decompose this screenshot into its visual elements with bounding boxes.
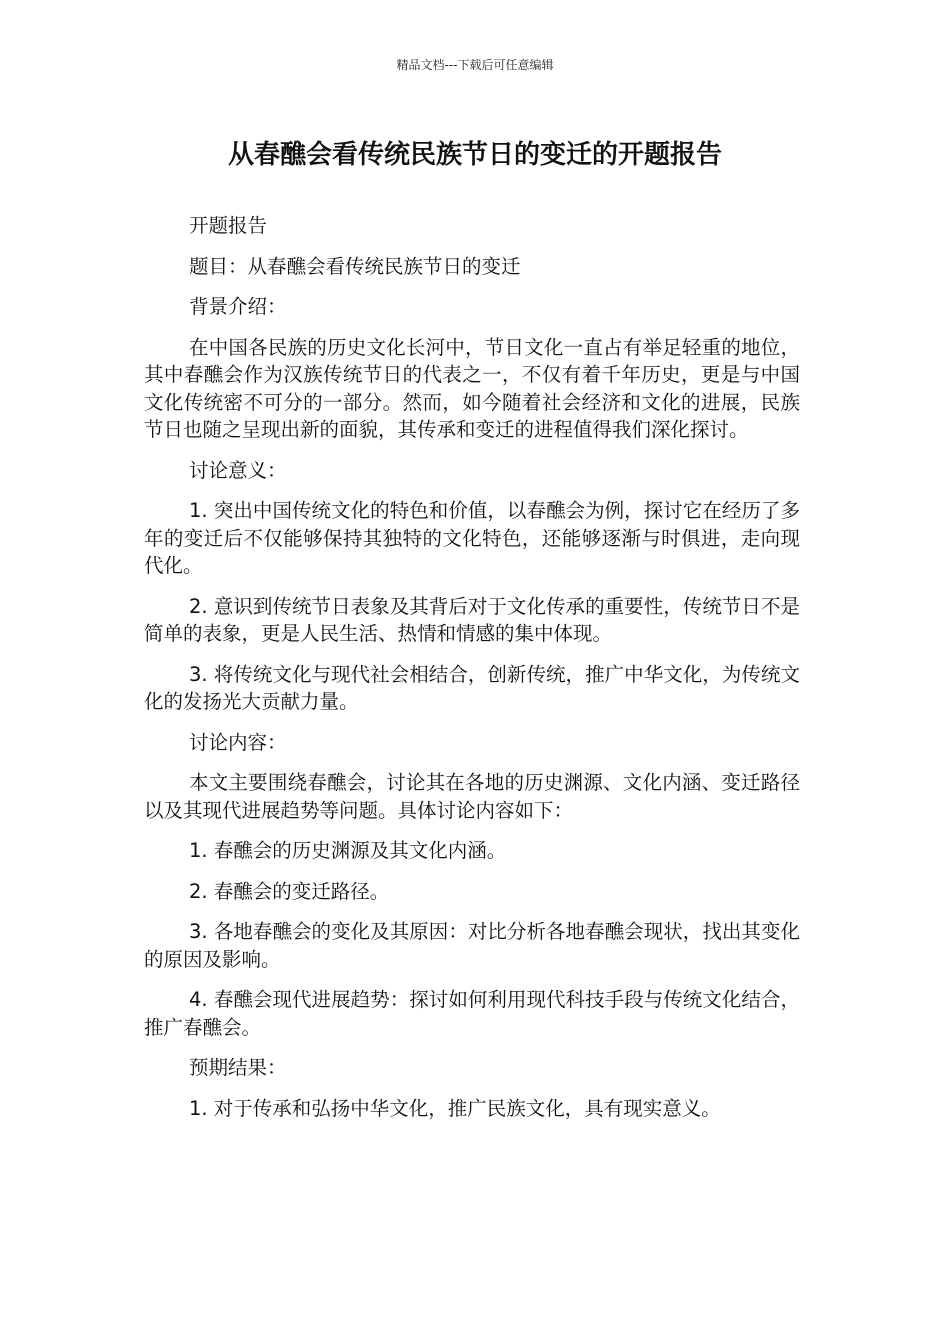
content-item-2: 2. 春醮会的变迁路径。 [189,879,390,903]
content-item-4: 4. 春醮会现代进展趋势：探讨如何利用现代科技手段与传统文化结合，推广春醮会。 [144,988,800,1039]
significance-item-3: 3. 将传统文化与现代社会相结合，创新传统，推广中华文化，为传统文化的发扬光大贡献力量。 [144,662,800,713]
section-heading-expected-results: 预期结果： [189,1056,287,1079]
document-body [144,212,800,1135]
content-intro-paragraph: 本文主要围绕春醮会，讨论其在各地的历史渊源、文化内涵、变迁路径以及其现代进展趋势等问题。具体讨论内容如下： [144,771,800,822]
content-item-3: 3. 各地春醮会的变化及其原因：对比分析各地春醮会现状，找出其变化的原因及影响。 [144,920,800,971]
content-item-1: 1. 春醮会的历史渊源及其文化内涵。 [189,839,507,862]
background-paragraph: 在中国各民族的历史文化长河中，节日文化一直占有举足轻重的地位，其中春醮会作为汉族传统节日的代表之一，不仅有着千年历史，更是与中国文化传统密不可分的一部分。然而，如今随着社会经济和文化的进展，民族节日也随之呈现出新的面貌，其传承和变迁的进程值得我们深化探讨。 [144,335,800,441]
section-heading-significance: 讨论意义： [189,458,287,482]
document-title: 从春醮会看传统民族节日的变迁的开题报告 [227,140,722,170]
significance-item-2: 2. 意识到传统节日表象及其背后对于文化传承的重要性，传统节日不是简单的表象，更是人民生活、热情和情感的集中体现。 [144,594,800,645]
section-heading-content: 讨论内容： [189,730,287,754]
topic-line: 题目：从春醮会看传统民族节日的变迁 [189,254,521,278]
section-label-proposal: 开题报告 [189,214,268,237]
significance-item-1: 1. 突出中国传统文化的特色和价值，以春醮会为例，探讨它在经历了多年的变迁后不仅能够保持其独特的文化特色，还能够逐渐与时俱进，走向现代化。 [144,499,800,577]
header-note: 精品文档---下载后可任意编辑 [396,58,554,72]
section-heading-background: 背景介绍： [189,295,287,318]
expected-result-item-1: 1. 对于传承和弘扬中华文化，推广民族文化，具有现实意义。 [189,1096,721,1120]
